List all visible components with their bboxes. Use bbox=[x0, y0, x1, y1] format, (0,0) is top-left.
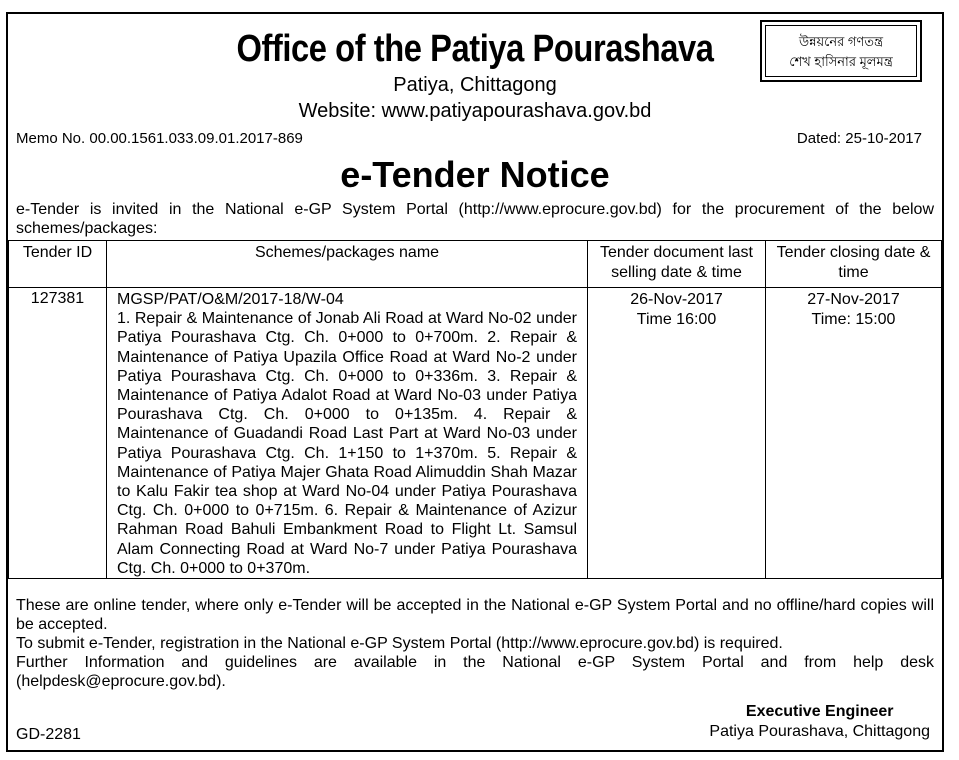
selling-date: 26-Nov-2017 bbox=[630, 291, 723, 308]
office-website: Website: www.patiyapourashava.gov.bd bbox=[298, 100, 652, 122]
header-scheme-name: Schemes/packages name bbox=[107, 241, 588, 288]
scheme-cell bbox=[107, 288, 588, 579]
footer-line-1: These are online tender, where only e-Tender will be accepted in the National e-GP System Portal and no offline/hard copies will be accepted. bbox=[16, 597, 934, 633]
slogan-line-1: উন্নয়নের গণতন্ত্র bbox=[798, 34, 884, 49]
table-row bbox=[9, 288, 942, 579]
footer-line-2: To submit e-Tender, registration in the National e-GP System Portal (http://www.eprocure.gov.bd) is required. bbox=[16, 635, 783, 652]
tender-id: 127381 bbox=[9, 288, 107, 579]
slogan-inner-box bbox=[765, 25, 917, 77]
office-location: Patiya, Chittagong bbox=[393, 74, 557, 96]
footer-notes bbox=[16, 596, 934, 691]
slogan-box bbox=[760, 20, 922, 82]
intro-text: e-Tender is invited in the National e-GP System Portal (http://www.eprocure.gov.bd) for the procurement of the below schemes/packages: bbox=[16, 201, 934, 237]
notice-title: e-Tender Notice bbox=[340, 154, 610, 195]
gd-number: GD-2281 bbox=[16, 726, 81, 743]
header-tender-id: Tender ID bbox=[9, 241, 107, 288]
header-selling-date: Tender document last selling date & time bbox=[588, 241, 766, 288]
scheme-code: MGSP/PAT/O&M/2017-18/W-04 bbox=[117, 291, 344, 308]
tender-notice-page bbox=[6, 12, 944, 752]
table-header-row bbox=[9, 241, 942, 288]
signature-role: Executive Engineer bbox=[745, 703, 894, 720]
closing-time: Time: 15:00 bbox=[811, 311, 896, 328]
scheme-description: 1. Repair & Maintenance of Jonab Ali Road at Ward No-02 under Patiya Pourashava Ctg. Ch. 0+000 to 0+700m. 2. Repair & Maintenance of Patiya Upazila Office Road at Ward No-2 under Patiya Pourashava Ctg. Ch. 0+000 to 0+336m. 3. Repair & Maintenance of Patiya Adalot Road at Ward No-03 under Patiya Pourashava Ctg. Ch. 0+000 to 0+135m. 4. Repair & Maintenance of Guadandi Road Last Part at Ward No-03 under Patiya Pourashava Ctg. Ch. 1+150 to 1+370m. 5. Repair & Maintenance of Patiya Majer Ghata Road Alimuddin Shah Mazar to Kalu Fakir tea shop at Ward No-04 under Patiya Pourashava Ctg. Ch. 0+000 to 0+715m. 6. Repair & Maintenance of Azizur Rahman Road Bahuli Embankment Road to Flight Lt. Samsul Alam Connecting Road at Ward No-7 under Patiya Pourashava Ctg. Ch. 0+000 to 0+370m. bbox=[117, 310, 577, 577]
closing-cell bbox=[766, 288, 942, 579]
signature-office: Patiya Pourashava, Chittagong bbox=[709, 723, 930, 740]
slogan-line-2: শেখ হাসিনার মূলমন্ত্র bbox=[789, 54, 893, 69]
office-title: Office of the Patiya Pourashava bbox=[236, 28, 714, 70]
notice-header bbox=[8, 14, 942, 126]
header-closing-date: Tender closing date & time bbox=[766, 241, 942, 288]
closing-date: 27-Nov-2017 bbox=[807, 291, 900, 308]
signature-block bbox=[709, 702, 930, 742]
selling-cell bbox=[588, 288, 766, 579]
selling-time: Time 16:00 bbox=[636, 311, 717, 328]
footer-line-3: Further Information and guidelines are available in the National e-GP System Portal and from help desk (helpdesk@eprocure.gov.bd). bbox=[16, 654, 934, 690]
memo-number: Memo No. 00.00.1561.033.09.01.2017-869 bbox=[16, 130, 303, 147]
dated: Dated: 25-10-2017 bbox=[796, 130, 922, 147]
tender-table bbox=[8, 240, 942, 579]
